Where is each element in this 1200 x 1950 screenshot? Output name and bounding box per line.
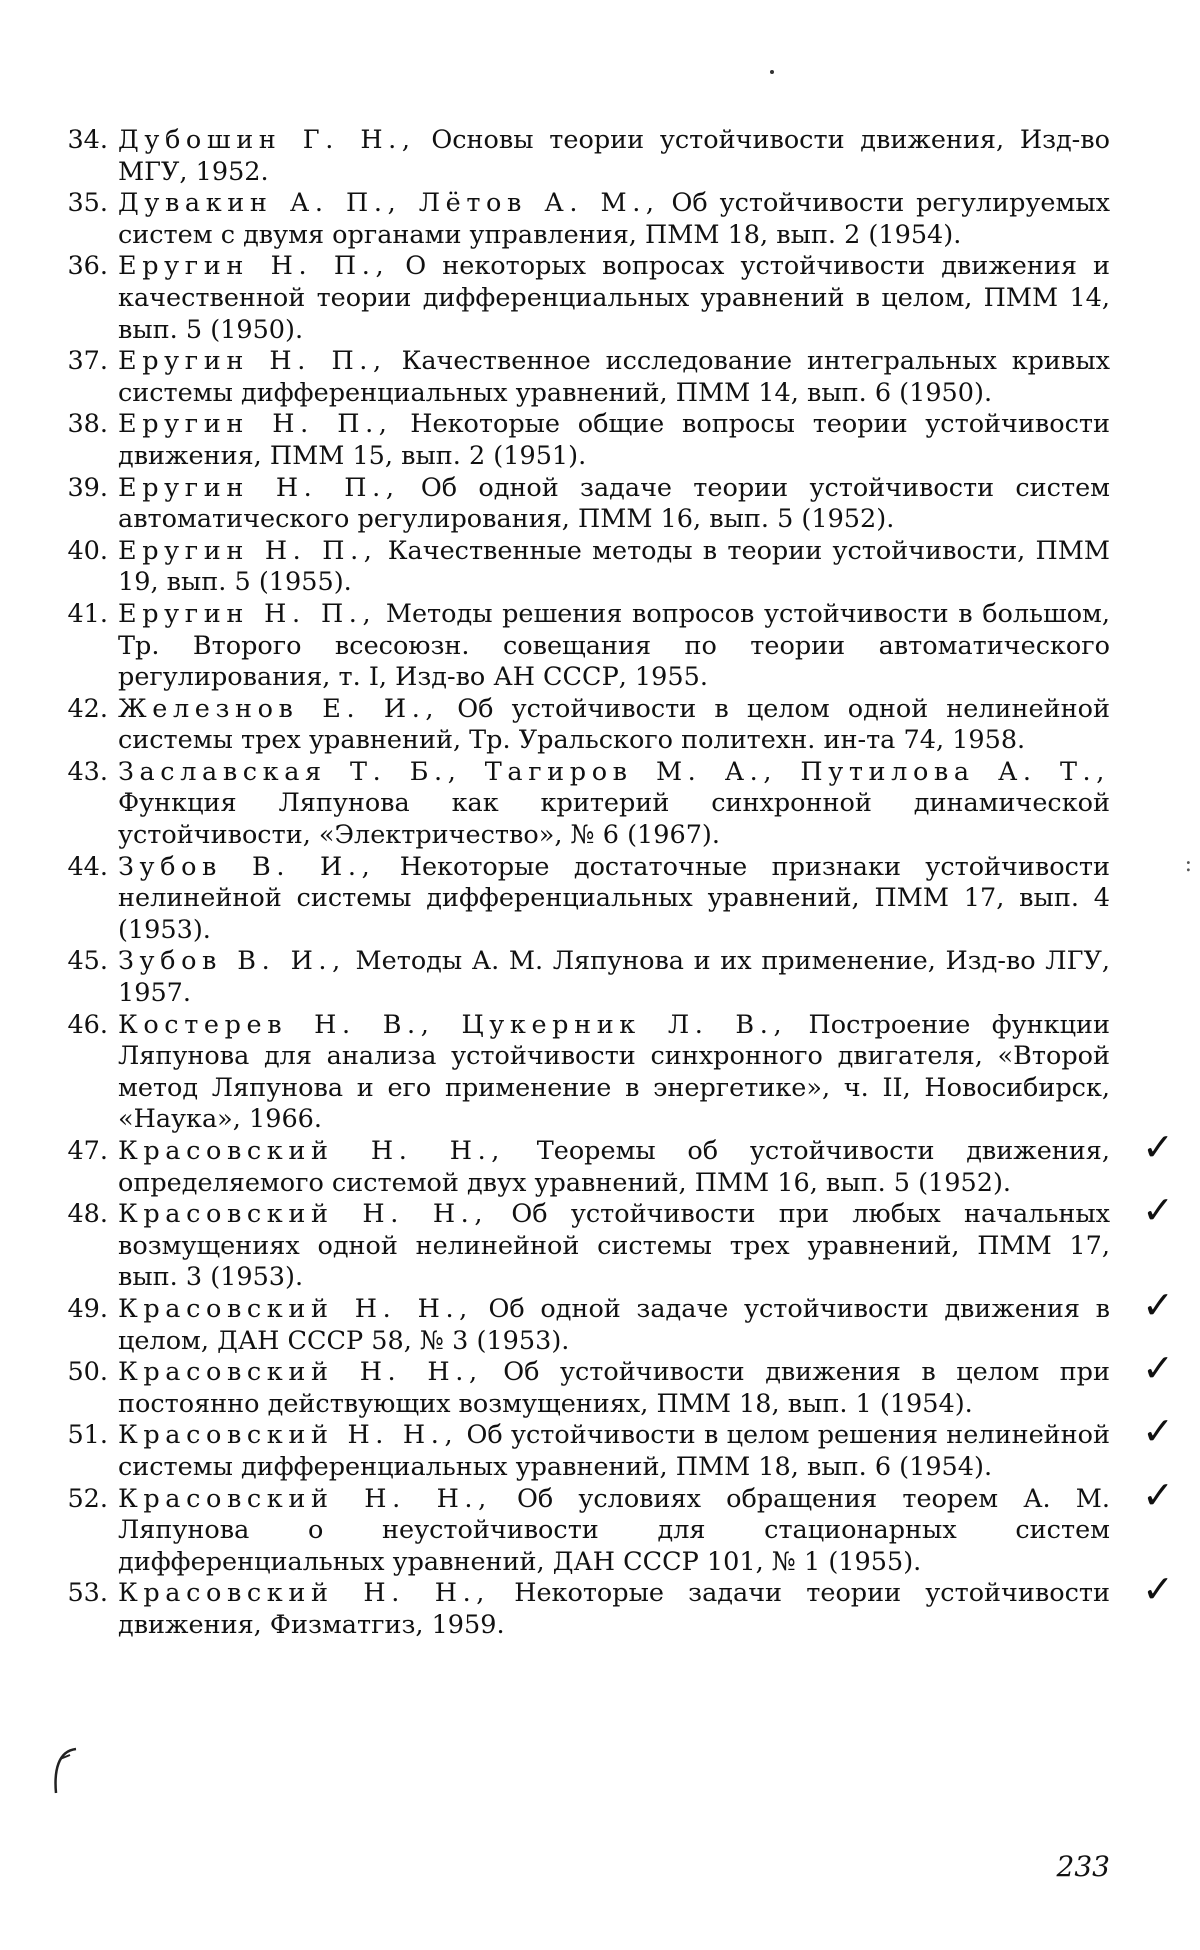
reference-number: 36. (67, 251, 108, 282)
checkmark-icon: ✓ (1142, 1188, 1174, 1233)
reference-author: Дубошин Г. Н., (118, 125, 416, 155)
reference-author: Еругин Н. П., (118, 598, 377, 629)
reference-number: 43. (67, 756, 108, 787)
reference-number: 40. (67, 535, 108, 566)
reference-text: Об устойчивости регулируемых систем с двумя органами управления, ПММ 18, вып. 2 (1954). (118, 188, 1111, 250)
reference-item (50, 1346, 1174, 1420)
reference-text: Качественные методы в теории устойчивости, ПММ 19, вып. 5 (1955). (118, 535, 1111, 598)
reference-author: Красовский Н. Н., (118, 1483, 492, 1514)
reference-item (50, 188, 1110, 251)
reference-number: 38. (67, 409, 108, 440)
reference-author: Еругин Н. П., (118, 251, 390, 282)
reference-author: Железнов Е. И., (118, 693, 440, 724)
reference-item (50, 125, 1110, 188)
reference-text: Методы решения вопросов устойчивости в большом, Тр. Второго всесоюзн. совещания по теории автоматического регулирования, т. I, Изд-во АН СССР, 1955. (118, 598, 1110, 693)
reference-author: Красовский Н. Н., (118, 1199, 489, 1230)
reference-text: Некоторые общие вопросы теории устойчивости движения, ПММ 15, вып. 2 (1951). (118, 409, 1110, 471)
checkmark-icon: ✓ (1142, 1472, 1174, 1517)
reference-number: 35. (67, 188, 108, 219)
reference-item (50, 536, 1110, 599)
reference-text: О некоторых вопросах устойчивости движения и качественной теории дифференциальных уравнений в целом, ПММ 14, вып. 5 (1950). (118, 251, 1110, 345)
checkmark-icon: ✓ (1142, 1567, 1174, 1612)
reference-number: 41. (67, 598, 108, 629)
reference-number: 48. (67, 1199, 108, 1230)
reference-item (50, 409, 1110, 472)
reference-text: Об устойчивости в целом решения нелинейной системы дифференциальных уравнений, ПММ 18, вып. 6 (1954). (118, 1420, 1111, 1482)
reference-text: Об одной задаче устойчивости движения в целом, ДАН СССР 58, № 3 (1953). (118, 1293, 1110, 1356)
reference-number: 51. (67, 1420, 108, 1451)
reference-number: 34. (67, 125, 108, 155)
reference-item (50, 757, 1110, 852)
reference-number: 45. (67, 946, 108, 977)
reference-author: Зубов В. И., (118, 946, 346, 977)
reference-text: Построение функции Ляпунова для анализа устойчивости синхронного двигателя, «Второй метод Ляпунова и его применение в энергетике», ч. II, Новосибирск, «Наука», 1966. (118, 1009, 1110, 1135)
reference-number: 52. (67, 1483, 108, 1514)
reference-number: 42. (67, 693, 108, 724)
reference-list (50, 125, 1174, 1642)
reference-text: Об устойчивости движения в целом при постоянно действующих возмущениях, ПММ 18, вып. 1 (1954). (118, 1357, 1111, 1419)
reference-item (50, 251, 1110, 346)
reference-item (50, 1409, 1174, 1483)
reference-author: Еругин Н. П., (118, 409, 393, 440)
page-number: 233 (1056, 1850, 1110, 1883)
reference-text: Основы теории устойчивости движения, Изд-во МГУ, 1952. (118, 125, 1111, 187)
checkmark-icon: ✓ (1142, 1282, 1174, 1327)
reference-number: 44. (67, 851, 108, 882)
reference-item (50, 694, 1110, 757)
reference-item (50, 346, 1110, 409)
reference-item (50, 1125, 1174, 1199)
reference-item (50, 1010, 1110, 1136)
reference-author: Красовский Н. Н., (118, 1420, 459, 1451)
reference-author: Заславская Т. Б., Тагиров М. А., Путилова А. Т., (118, 756, 1110, 787)
reference-item (50, 1472, 1174, 1579)
reference-text: Некоторые задачи теории устойчивости движения, Физматгиз, 1959. (118, 1578, 1110, 1640)
reference-number: 50. (67, 1357, 108, 1388)
reference-author: Красовский Н. Н., (118, 1293, 473, 1324)
reference-author: Красовский Н. Н., (118, 1136, 506, 1166)
reference-number: 49. (67, 1293, 108, 1324)
reference-number: 47. (67, 1136, 108, 1166)
margin-colon-mark: : (1184, 852, 1192, 877)
reference-item (50, 1282, 1174, 1357)
reference-text: Об устойчивости при любых начальных возмущениях одной нелинейной системы трех уравнений, ПММ 17, вып. 3 (1953). (118, 1199, 1111, 1293)
reference-item (50, 1188, 1174, 1294)
reference-item (50, 852, 1110, 947)
reference-text: Об условиях обращения теорем А. М. Ляпунова о неустойчивости для стационарных систем дифференциальных уравнений, ДАН СССР 101, № 1 (1955). (118, 1483, 1110, 1577)
reference-item (50, 599, 1110, 694)
reference-text: Теоремы об устойчивости движения, определяемого системой двух уравнений, ПММ 16, вып. 5 (1952). (118, 1136, 1110, 1198)
reference-number: 37. (67, 346, 108, 377)
checkmark-icon: ✓ (1142, 1125, 1174, 1169)
reference-text: Об одной задаче теории устойчивости систем автоматического регулирования, ПММ 16, вып. 5 (1952). (118, 472, 1110, 535)
reference-author: Дувакин А. П., Лётов А. М., (118, 188, 660, 219)
reference-number: 39. (67, 472, 108, 503)
reference-author: Еругин Н. П., (118, 472, 400, 503)
reference-author: Красовский Н. Н., (118, 1578, 491, 1609)
checkmark-icon: ✓ (1142, 1409, 1174, 1454)
reference-author: Зубов В. И., (118, 851, 376, 882)
reference-item (50, 946, 1110, 1009)
top-dot-mark (770, 70, 774, 74)
reference-author: Еругин Н. П., (118, 535, 378, 566)
handwritten-bracket-mark (48, 1745, 82, 1797)
checkmark-icon: ✓ (1142, 1346, 1174, 1391)
reference-text: Некоторые достаточные признаки устойчивости нелинейной системы дифференциальных уравнений, ПММ 17, вып. 4 (1953). (118, 851, 1111, 945)
reference-item (50, 1567, 1174, 1641)
reference-number: 53. (67, 1578, 108, 1609)
reference-number: 46. (67, 1009, 108, 1040)
reference-author: Красовский Н. Н., (118, 1357, 483, 1388)
reference-text: Об устойчивости в целом одной нелинейной системы трех уравнений, Тр. Уральского политехн. ин-та 74, 1958. (118, 693, 1110, 756)
reference-text: Функция Ляпунова как критерий синхронной динамической устойчивости, «Электричество», № 6 (1967). (118, 788, 1110, 851)
reference-item (50, 473, 1110, 536)
reference-author: Костерев Н. В., Цукерник Л. В., (118, 1009, 788, 1040)
reference-text: Методы А. М. Ляпунова и их применение, Изд-во ЛГУ, 1957. (118, 946, 1110, 1009)
reference-author: Еругин Н. П., (118, 346, 387, 377)
reference-text: Качественное исследование интегральных кривых системы дифференциальных уравнений, ПММ 14, вып. 6 (1950). (118, 346, 1110, 408)
